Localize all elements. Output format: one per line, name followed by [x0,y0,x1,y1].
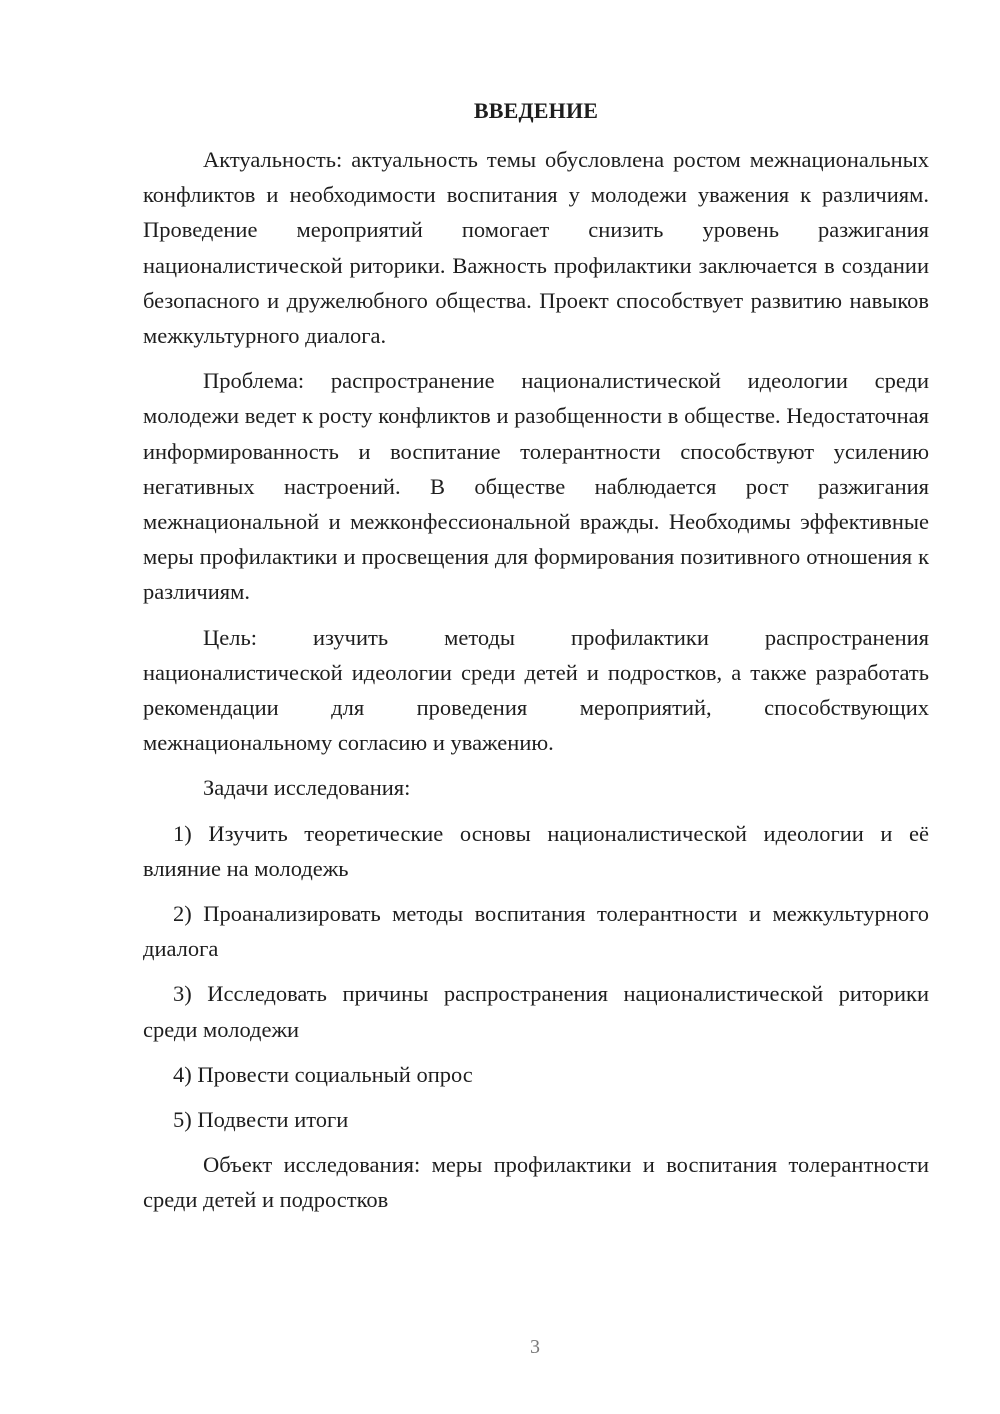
document-body [143,142,929,1228]
section-heading: ВВЕДЕНИЕ [473,98,599,123]
relevance-paragraph: Актуальность: актуальность темы обусловлена ростом межнациональных конфликтов и необходимости воспитания у молодежи уважения к различиям. Проведение мероприятий помогает снизить уровень разжигания националистической риторики. Важность профилактики заключается в создании безопасного и дружелюбного общества. Проект способствует развитию навыков межкультурного диалога. [143,147,929,349]
task-item-4: 4) Провести социальный опрос [173,1061,473,1087]
task-item-3: 3) Исследовать причины распространения националистической риторики среди молодежи [143,981,929,1042]
tasks-title: Задачи исследования: [203,775,411,801]
task-item-5: 5) Подвести итоги [173,1107,349,1133]
task-item-1: 1) Изучить теоретические основы националистической идеологии и её влияние на молодежь [143,820,929,881]
problem-paragraph: Проблема: распространение националистической идеологии среди молодежи ведет к росту конфликтов и разобщенности в обществе. Недостаточная информированность и воспитание толерантности способствуют усилению негативных настроений. В обществе наблюдается рост разжигания межнациональной и межконфессиональной вражды. Необходимы эффективные меры профилактики и просвещения для формирования позитивного отношения к различиям. [143,368,929,605]
goal-paragraph: Цель: изучить методы профилактики распространения националистической идеологии среди детей и подростков, а также разработать рекомендации для проведения мероприятий, способствующих межнациональному согласию и уважению. [143,624,929,756]
object-paragraph: Объект исследования: меры профилактики и воспитания толерантности среди детей и подростков [143,1152,929,1213]
page-number: 3 [530,1336,540,1358]
task-item-2: 2) Проанализировать методы воспитания толерантности и межкультурного диалога [143,901,929,962]
